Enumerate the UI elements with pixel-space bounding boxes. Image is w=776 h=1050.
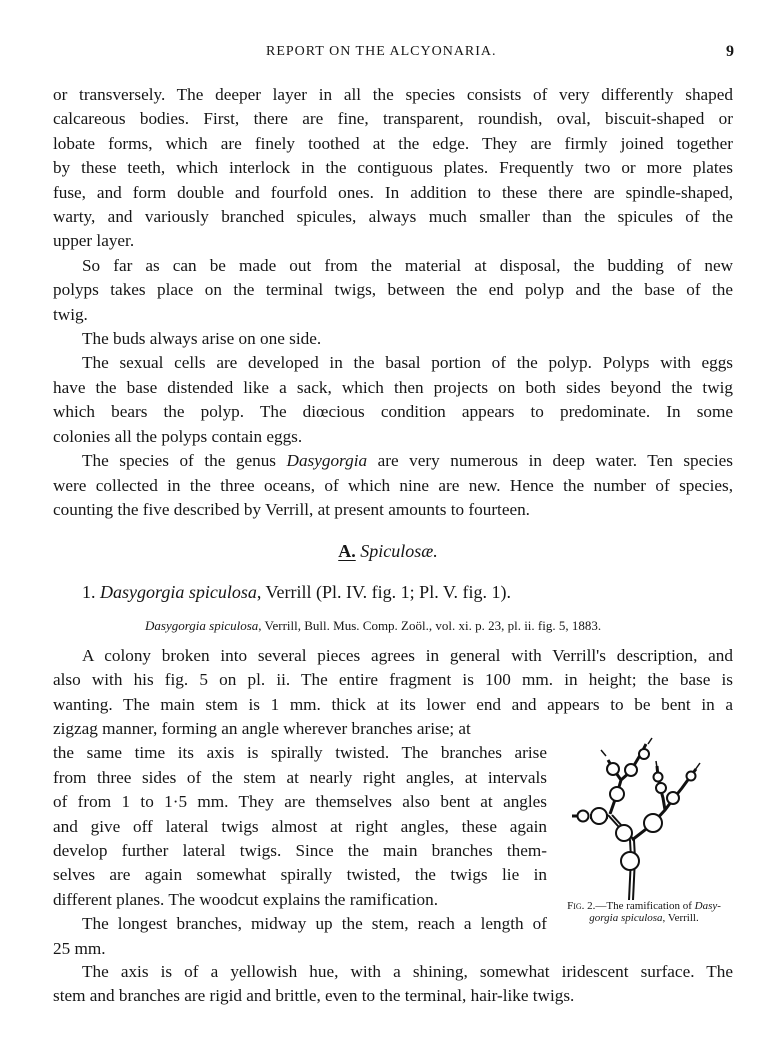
text-line: selves are again somewhat spirally twisted, the twigs lie in — [53, 865, 547, 885]
paragraph-2 — [53, 254, 733, 327]
text-span: The species of the genus — [82, 451, 287, 471]
paragraph-1 — [53, 83, 733, 254]
text-line: upper layer. — [53, 231, 135, 251]
text-line: The axis is of a yellowish hue, with a shining, somewhat iridescent surface. The — [82, 962, 733, 981]
species-heading — [82, 582, 511, 603]
text-line: the same time its axis is spirally twisted. The branches arise — [53, 743, 547, 763]
section-name: Spiculosæ. — [360, 541, 438, 561]
text-line: A colony broken into several pieces agrees in general with Verrill's description, and — [82, 646, 733, 665]
synonymy-citation — [145, 618, 601, 634]
figure-caption — [554, 900, 734, 924]
text-line: were collected in the three oceans, of which nine are new. Hence the number of species, — [53, 475, 733, 495]
text-line: counting the five described by Verrill, at present amounts to fourteen. — [53, 499, 530, 519]
paragraph-5 — [53, 449, 733, 522]
text-line: and give off lateral twigs almost at right angles, these again — [53, 816, 547, 836]
caption-italic: Dasy- — [694, 900, 721, 912]
text-line: wanting. The main stem is 1 mm. thick at its lower end and appears to be bent in a — [53, 694, 733, 714]
text-span: are very numerous in deep water. Ten species — [367, 451, 733, 471]
branching-coral-icon — [570, 730, 720, 900]
synonym-name: Dasygorgia spiculosa — [145, 618, 259, 633]
caption-italic: gorgia spiculosa — [589, 912, 663, 924]
genus-name: Dasygorgia — [286, 451, 368, 471]
text-line: have the base distended like a sack, which then projects on both sides beyond the twig — [53, 377, 733, 397]
section-heading — [0, 541, 776, 562]
text-line: So far as can be made out from the material at disposal, the budding of new — [82, 255, 733, 275]
description-wrap — [53, 717, 547, 961]
text-line: by these teeth, which interlock in the contiguous plates. Frequently two or more plates — [53, 158, 733, 178]
text-line: fuse, and form double and fourfold ones. In addition to these there are spindle-shaped, — [53, 182, 733, 202]
text-line: calcareous bodies. First, there are fine, transparent, roundish, oval, biscuit-shaped or — [53, 109, 733, 129]
text-line: different planes. The woodcut explains the ramification. — [53, 889, 439, 909]
text-line: stem and branches are rigid and brittle, even to the terminal, hair-like twigs. — [53, 986, 575, 1006]
figure-label: Fig. 2. — [567, 900, 596, 912]
text-line: The longest branches, midway up the stem, reach a length of — [82, 914, 547, 934]
text-line: colonies all the polyps contain eggs. — [53, 426, 303, 446]
text-line: 25 mm. — [53, 938, 106, 958]
text-line: from three sides of the stem at nearly right angles, at intervals — [53, 767, 547, 787]
text-line: lobate forms, which are finely toothed at the edge. They are firmly joined together — [53, 133, 733, 153]
text-line: zigzag manner, forming an angle wherever branches arise; at — [53, 719, 471, 738]
paragraph-4 — [53, 351, 733, 449]
text-line: of from 1 to 1·5 mm. They are themselves also bent at angles — [53, 792, 547, 812]
text-line: which bears the polyp. The diœcious condition appears to predominate. In some — [53, 402, 733, 422]
figure-woodcut — [570, 730, 720, 900]
species-name: Dasygorgia spiculosa — [100, 582, 257, 602]
running-title: REPORT ON THE ALCYONARIA. — [266, 44, 497, 59]
paragraph-3 — [53, 327, 733, 351]
caption-text: , Verrill. — [662, 912, 699, 924]
citation-text: , Verrill, Bull. Mus. Comp. Zoöl., vol. xi. p. 23, pl. ii. fig. 5, 1883. — [258, 618, 602, 633]
text-line — [53, 449, 733, 473]
species-number: 1. — [82, 582, 96, 602]
text-line: or transversely. The deeper layer in all the species consists of very differently shaped — [53, 85, 733, 104]
text-line: The sexual cells are developed in the basal portion of the polyp. Polyps with eggs — [82, 353, 733, 373]
section-letter: A. — [338, 541, 356, 561]
species-reference: , Verrill (Pl. IV. fig. 1; Pl. V. fig. 1). — [256, 582, 512, 602]
text-line: warty, and variously branched spicules, always much smaller than the spicules of the — [53, 207, 733, 227]
text-line: twig. — [53, 304, 88, 324]
description-full — [53, 644, 733, 717]
text-line: develop further lateral twigs. Since the main branches them- — [53, 841, 547, 861]
text-line: polyps takes place on the terminal twigs, between the end polyp and the base of the — [53, 280, 733, 300]
description-final — [53, 960, 733, 1009]
body-text-top — [53, 83, 733, 522]
caption-text: —The ramification of — [595, 900, 695, 912]
page-number: 9 — [726, 43, 735, 60]
text-line: also with his fig. 5 on pl. ii. The entire fragment is 100 mm. in height; the base is — [53, 670, 733, 690]
text-line: The buds always arise on one side. — [82, 329, 322, 349]
